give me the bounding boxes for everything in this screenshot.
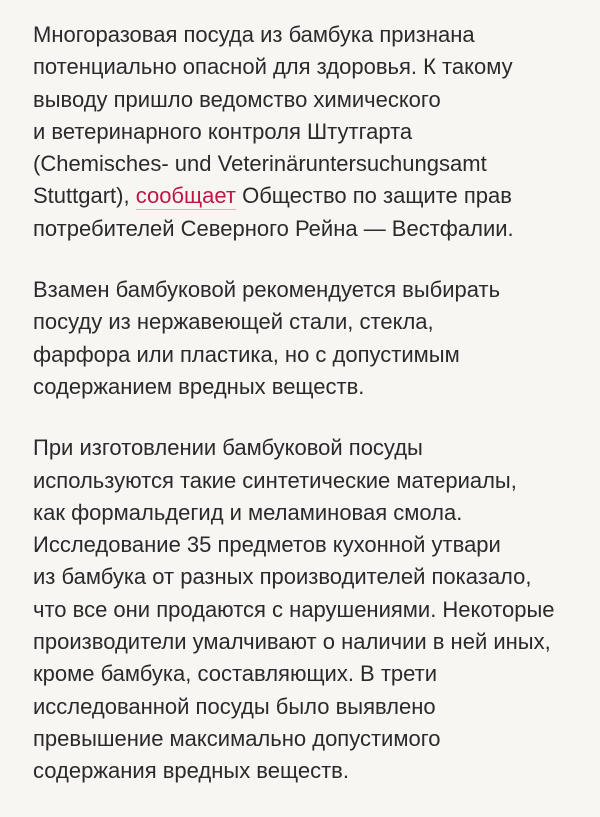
text-line: содержания вредных веществ. [33, 758, 349, 784]
text-line: фарфора или пластика, но с допустимым [33, 341, 460, 367]
text-line: При изготовлении бамбуковой посуды [33, 435, 423, 461]
text-line: посуду из нержавеющей стали, стекла, [33, 309, 434, 335]
text-line: как формальдегид и меламиновая смола. [33, 499, 463, 525]
text-line: Взамен бамбуковой рекомендуется выбирать [33, 277, 501, 303]
text-line: Многоразовая посуда из бамбука признана [33, 22, 475, 47]
text-line: выводу пришло ведомство химического [33, 86, 441, 112]
text-line: исследованной посуды было выявлено [33, 693, 436, 719]
paragraph-1 [33, 19, 581, 245]
text-line: содержанием вредных веществ. [33, 373, 365, 399]
text-line: Исследование 35 предметов кухонной утвари [33, 532, 501, 558]
text-segment: Stuttgart), [33, 183, 136, 209]
text-segment: Общество по защите прав [235, 183, 512, 209]
text-line: производители умалчивают о наличии в ней иных, [33, 629, 551, 655]
article-body [33, 19, 581, 817]
text-line: превышение максимально допустимого [33, 725, 441, 751]
text-line: (Chemisches- und Veterinäruntersuchungsamt [33, 151, 487, 177]
text-line: что все они продаются с нарушениями. Некоторые [33, 596, 555, 622]
text-line: кроме бамбука, составляющих. В трети [33, 661, 438, 687]
text-line: потенциально опасной для здоровья. К такому [33, 54, 513, 80]
paragraph-3 [33, 432, 581, 787]
text-line: используются такие синтетические материалы, [33, 467, 517, 493]
text-line-with-link [33, 180, 581, 212]
paragraph-2 [33, 274, 581, 403]
text-line: потребителей Северного Рейна — Вестфалии. [33, 215, 514, 241]
source-link[interactable]: сообщает [135, 183, 236, 209]
text-line: и ветеринарного контроля Штутгарта [33, 118, 413, 144]
text-line: из бамбука от разных производителей показало, [33, 564, 532, 590]
